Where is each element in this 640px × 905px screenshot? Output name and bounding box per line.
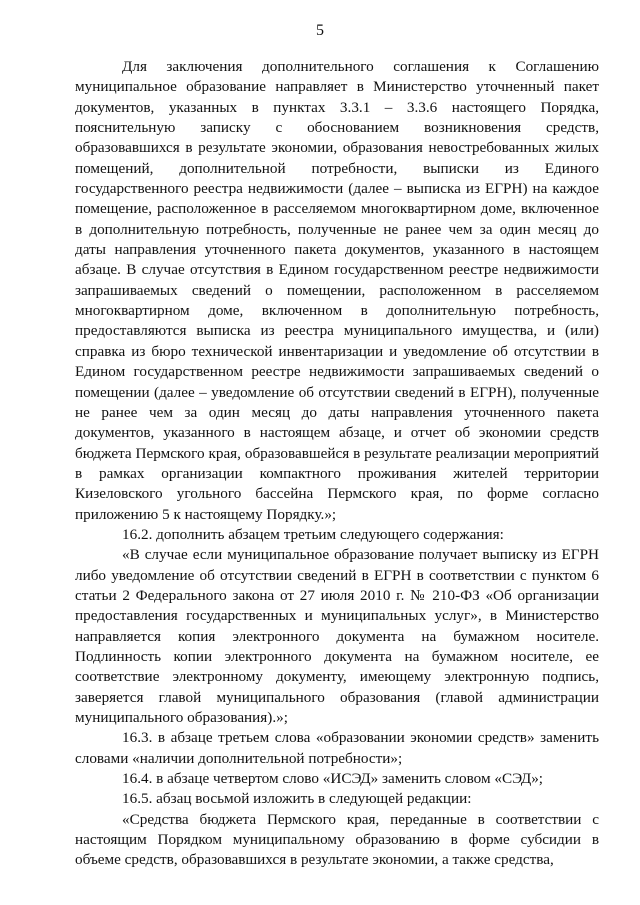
page-number: 5	[316, 22, 324, 39]
paragraph-16-2-text: «В случае если муниципальное образование получает выписку из ЕГРН либо уведомление об отсутствии сведений в ЕГРН в соответствии с пунктом 6 статьи 2 Федерального закона от 27 июля 2010 г. № 210-ФЗ «Об организации предоставления государственных и муниципальных услуг», в Министерство направляется копия электронного документа на бумажном носителе. Подлинность копии электронного документа на бумажном носителе, ее соответствие электронному документу, имеющему электронную подпись, заверяется главой муниципального образования (главой администрации муниципального образования).»;	[75, 546, 599, 726]
paragraph-16-5: 16.5. абзац восьмой изложить в следующей редакции:	[122, 790, 472, 808]
paragraph-16-3: 16.3. в абзаце третьем слова «образовании экономии средств» заменить словами «наличии дополнительной потребности»;	[75, 729, 599, 767]
paragraph-additional-agreement: Для заключения дополнительного соглашения к Соглашению муниципальное образование направляет в Министерство уточненный пакет документов, указанных в пунктах 3.3.1 – 3.3.6 настоящего Порядка, пояснительную записку с обоснованием возникновения средств, образовавшихся в результате экономии, образования невостребованных жилых помещений, дополнительной потребности, выписки из Единого государственного реестра недвижимости (далее – выписка из ЕГРН) на каждое помещение, расположенное в расселяемом многоквартирном доме, включенное в дополнительную потребность, полученные не ранее чем за один месяц до даты направления уточненного пакета документов, указанного в настоящем абзаце. В случае отсутствия в Едином государственном реестре недвижимости запрашиваемых сведений о помещении, расположенном в расселяемом многоквартирном доме, включенном в дополнительную потребность, предоставляются выписка из реестра муниципального имущества, и (или) справка из бюро технической инвентаризации и уведомление об отсутствии в Едином государственном реестре недвижимости запрашиваемых сведений о помещении (далее – уведомление об отсутствии сведений в ЕГРН), полученные не ранее чем за один месяц до даты направления уточненного пакета документов, указанного в настоящем абзаце, и отчет об экономии средств бюджета Пермского края, образовавшейся в результате реализации мероприятий в рамках организации компактного проживания жителей территории Кизеловского угольного бассейна Пермского края, по форме согласно приложению 5 к настоящему Порядку.»;	[75, 58, 599, 523]
paragraph-16-5-text: «Средства бюджета Пермского края, переданные в соответствии с настоящим Порядком муниципальному образованию в форме субсидии в объеме средств, образовавшихся в результате экономии, а также средства,	[75, 810, 599, 869]
paragraph-16-4: 16.4. в абзаце четвертом слово «ИСЭД» заменить словом «СЭД»;	[122, 770, 544, 788]
document-body	[75, 57, 599, 871]
paragraph-16-2: 16.2. дополнить абзацем третьим следующего содержания:	[122, 525, 504, 543]
